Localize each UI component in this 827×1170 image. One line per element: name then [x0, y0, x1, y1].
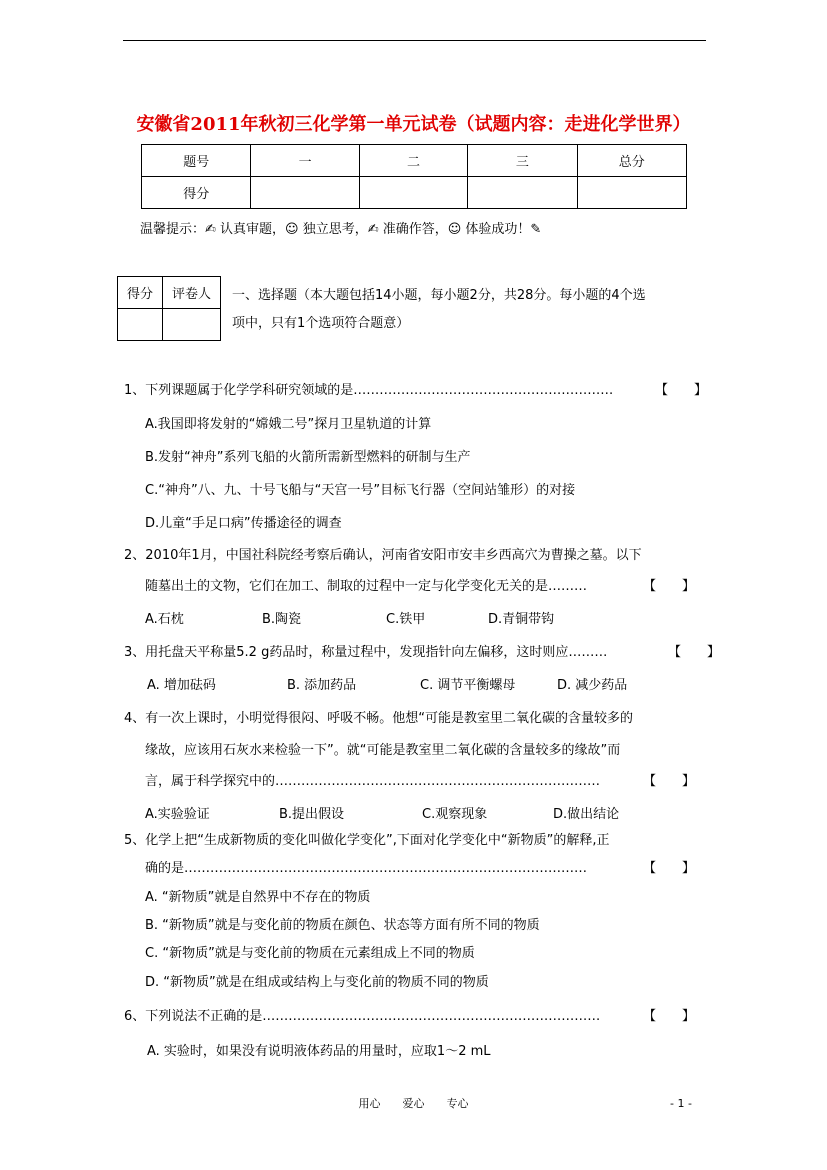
question-4-option-a: A.实验验证 — [145, 807, 210, 822]
question-2-option-a: A.石枕 — [145, 612, 184, 627]
question-5-option-d: D. “新物质”就是在组成或结构上与变化前的物质不同的物质 — [145, 975, 489, 990]
question-3-option-a: A. 增加砝码 — [147, 678, 216, 693]
question-4-stem-line: 4、有一次上课时，小明觉得很闷、呼吸不畅。他想“可能是教室里二氧化碳的含量较多的 — [124, 711, 634, 726]
page-footer: 用心 爱心 专心 — [358, 1097, 469, 1110]
question-1-stem: 1、下列课题属于化学学科研究领域的是…………………………………………………… — [124, 383, 614, 398]
grader-table — [117, 276, 221, 341]
score-header-cell: 一 — [251, 145, 359, 177]
question-2-option-c: C.铁甲 — [386, 612, 426, 627]
question-2-stem-line: 2、2010年1月，中国社科院经考察后确认，河南省安阳市安丰乡西高穴为曹操之墓。以下 — [124, 548, 642, 563]
score-cell[interactable] — [577, 177, 686, 209]
score-table — [141, 144, 687, 209]
section-heading-line: 项中，只有1个选项符合题意） — [232, 316, 410, 331]
question-5-option-a: A. “新物质”就是自然界中不存在的物质 — [145, 890, 371, 905]
question-5-stem-line: 确的是………………………………………………………………………………… — [145, 861, 588, 876]
question-3-stem: 3、用托盘天平称量5.2 g药品时，称量过程中，发现指针向左偏移，这时则应……… — [124, 645, 608, 660]
section-heading — [232, 282, 710, 338]
question-3-option-b: B. 添加药品 — [287, 678, 357, 693]
question-5-option-b: B. “新物质”就是与变化前的物质在颜色、状态等方面有所不同的物质 — [145, 918, 540, 933]
score-header-cell: 三 — [468, 145, 577, 177]
question-4-option-c: C.观察现象 — [422, 807, 488, 822]
score-row-label: 得分 — [142, 177, 251, 209]
question-1-option-b: B.发射“神舟”系列飞船的火箭所需新型燃料的研制与生产 — [145, 450, 471, 465]
question-3-option-d: D. 减少药品 — [557, 678, 628, 693]
header-rule — [123, 40, 706, 41]
grader-name-label: 评卷人 — [163, 277, 221, 309]
answer-bracket-1[interactable]: 【 】 — [655, 383, 708, 398]
question-2-option-b: B.陶瓷 — [262, 612, 302, 627]
question-1-option-c: C.“神舟”八、九、十号飞船与“天宫一号”目标飞行器（空间站雏形）的对接 — [145, 483, 576, 498]
question-4-option-d: D.做出结论 — [553, 807, 620, 822]
grader-score-cell[interactable] — [118, 309, 163, 341]
answer-bracket-3[interactable]: 【 】 — [668, 645, 721, 660]
score-cell[interactable] — [251, 177, 359, 209]
question-4-stem-line: 缘故，应该用石灰水来检验一下”。就“可能是教室里二氧化碳的含量较多的缘故”而 — [145, 743, 621, 758]
question-1-option-a: A.我国即将发射的“嫦娥二号”探月卫星轨道的计算 — [145, 417, 432, 432]
warm-tip: 温馨提示：✍ 认真审题，☺ 独立思考，✍ 准确作答，☺ 体验成功！✎ — [140, 222, 542, 237]
score-header-cell: 二 — [359, 145, 467, 177]
score-cell[interactable] — [359, 177, 467, 209]
question-2-stem-line: 随墓出土的文物，它们在加工、制取的过程中一定与化学变化无关的是……… — [145, 579, 588, 594]
question-4-stem-line: 言，属于科学探究中的………………………………………………………………… — [145, 774, 601, 789]
question-5-option-c: C. “新物质”就是与变化前的物质在元素组成上不同的物质 — [145, 946, 475, 961]
grader-score-label: 得分 — [118, 277, 163, 309]
question-4-option-b: B.提出假设 — [279, 807, 345, 822]
score-cell[interactable] — [468, 177, 577, 209]
question-5-stem-line: 5、化学上把“生成新物质的变化叫做化学变化”,下面对化学变化中“新物质”的解释,正 — [124, 833, 610, 848]
section-heading-line: 一、选择题（本大题包括14小题，每小题2分，共28分。每小题的4个选 — [232, 288, 646, 303]
grader-name-cell[interactable] — [163, 309, 221, 341]
answer-bracket-6[interactable]: 【 】 — [643, 1009, 696, 1024]
question-6-option-a: A. 实验时，如果没有说明液体药品的用量时，应取1～2 mL — [147, 1044, 491, 1059]
answer-bracket-4[interactable]: 【 】 — [643, 774, 696, 789]
answer-bracket-5[interactable]: 【 】 — [643, 861, 696, 876]
score-table-score-row — [142, 177, 687, 209]
question-2-option-d: D.青铜带钩 — [488, 612, 555, 627]
question-1-option-d: D.儿童“手足口病”传播途径的调查 — [145, 516, 342, 531]
question-6-stem: 6、下列说法不正确的是…………………………………………………………………… — [124, 1009, 601, 1024]
score-table-header-row — [142, 145, 687, 177]
score-header-cell: 题号 — [142, 145, 251, 177]
score-header-cell: 总分 — [577, 145, 686, 177]
question-3-option-c: C. 调节平衡螺母 — [420, 678, 516, 693]
page-title: 安徽省2011年秋初三化学第一单元试卷（试题内容：走进化学世界） — [136, 114, 691, 135]
answer-bracket-2[interactable]: 【 】 — [643, 579, 696, 594]
page-number: - 1 - — [670, 1097, 692, 1110]
